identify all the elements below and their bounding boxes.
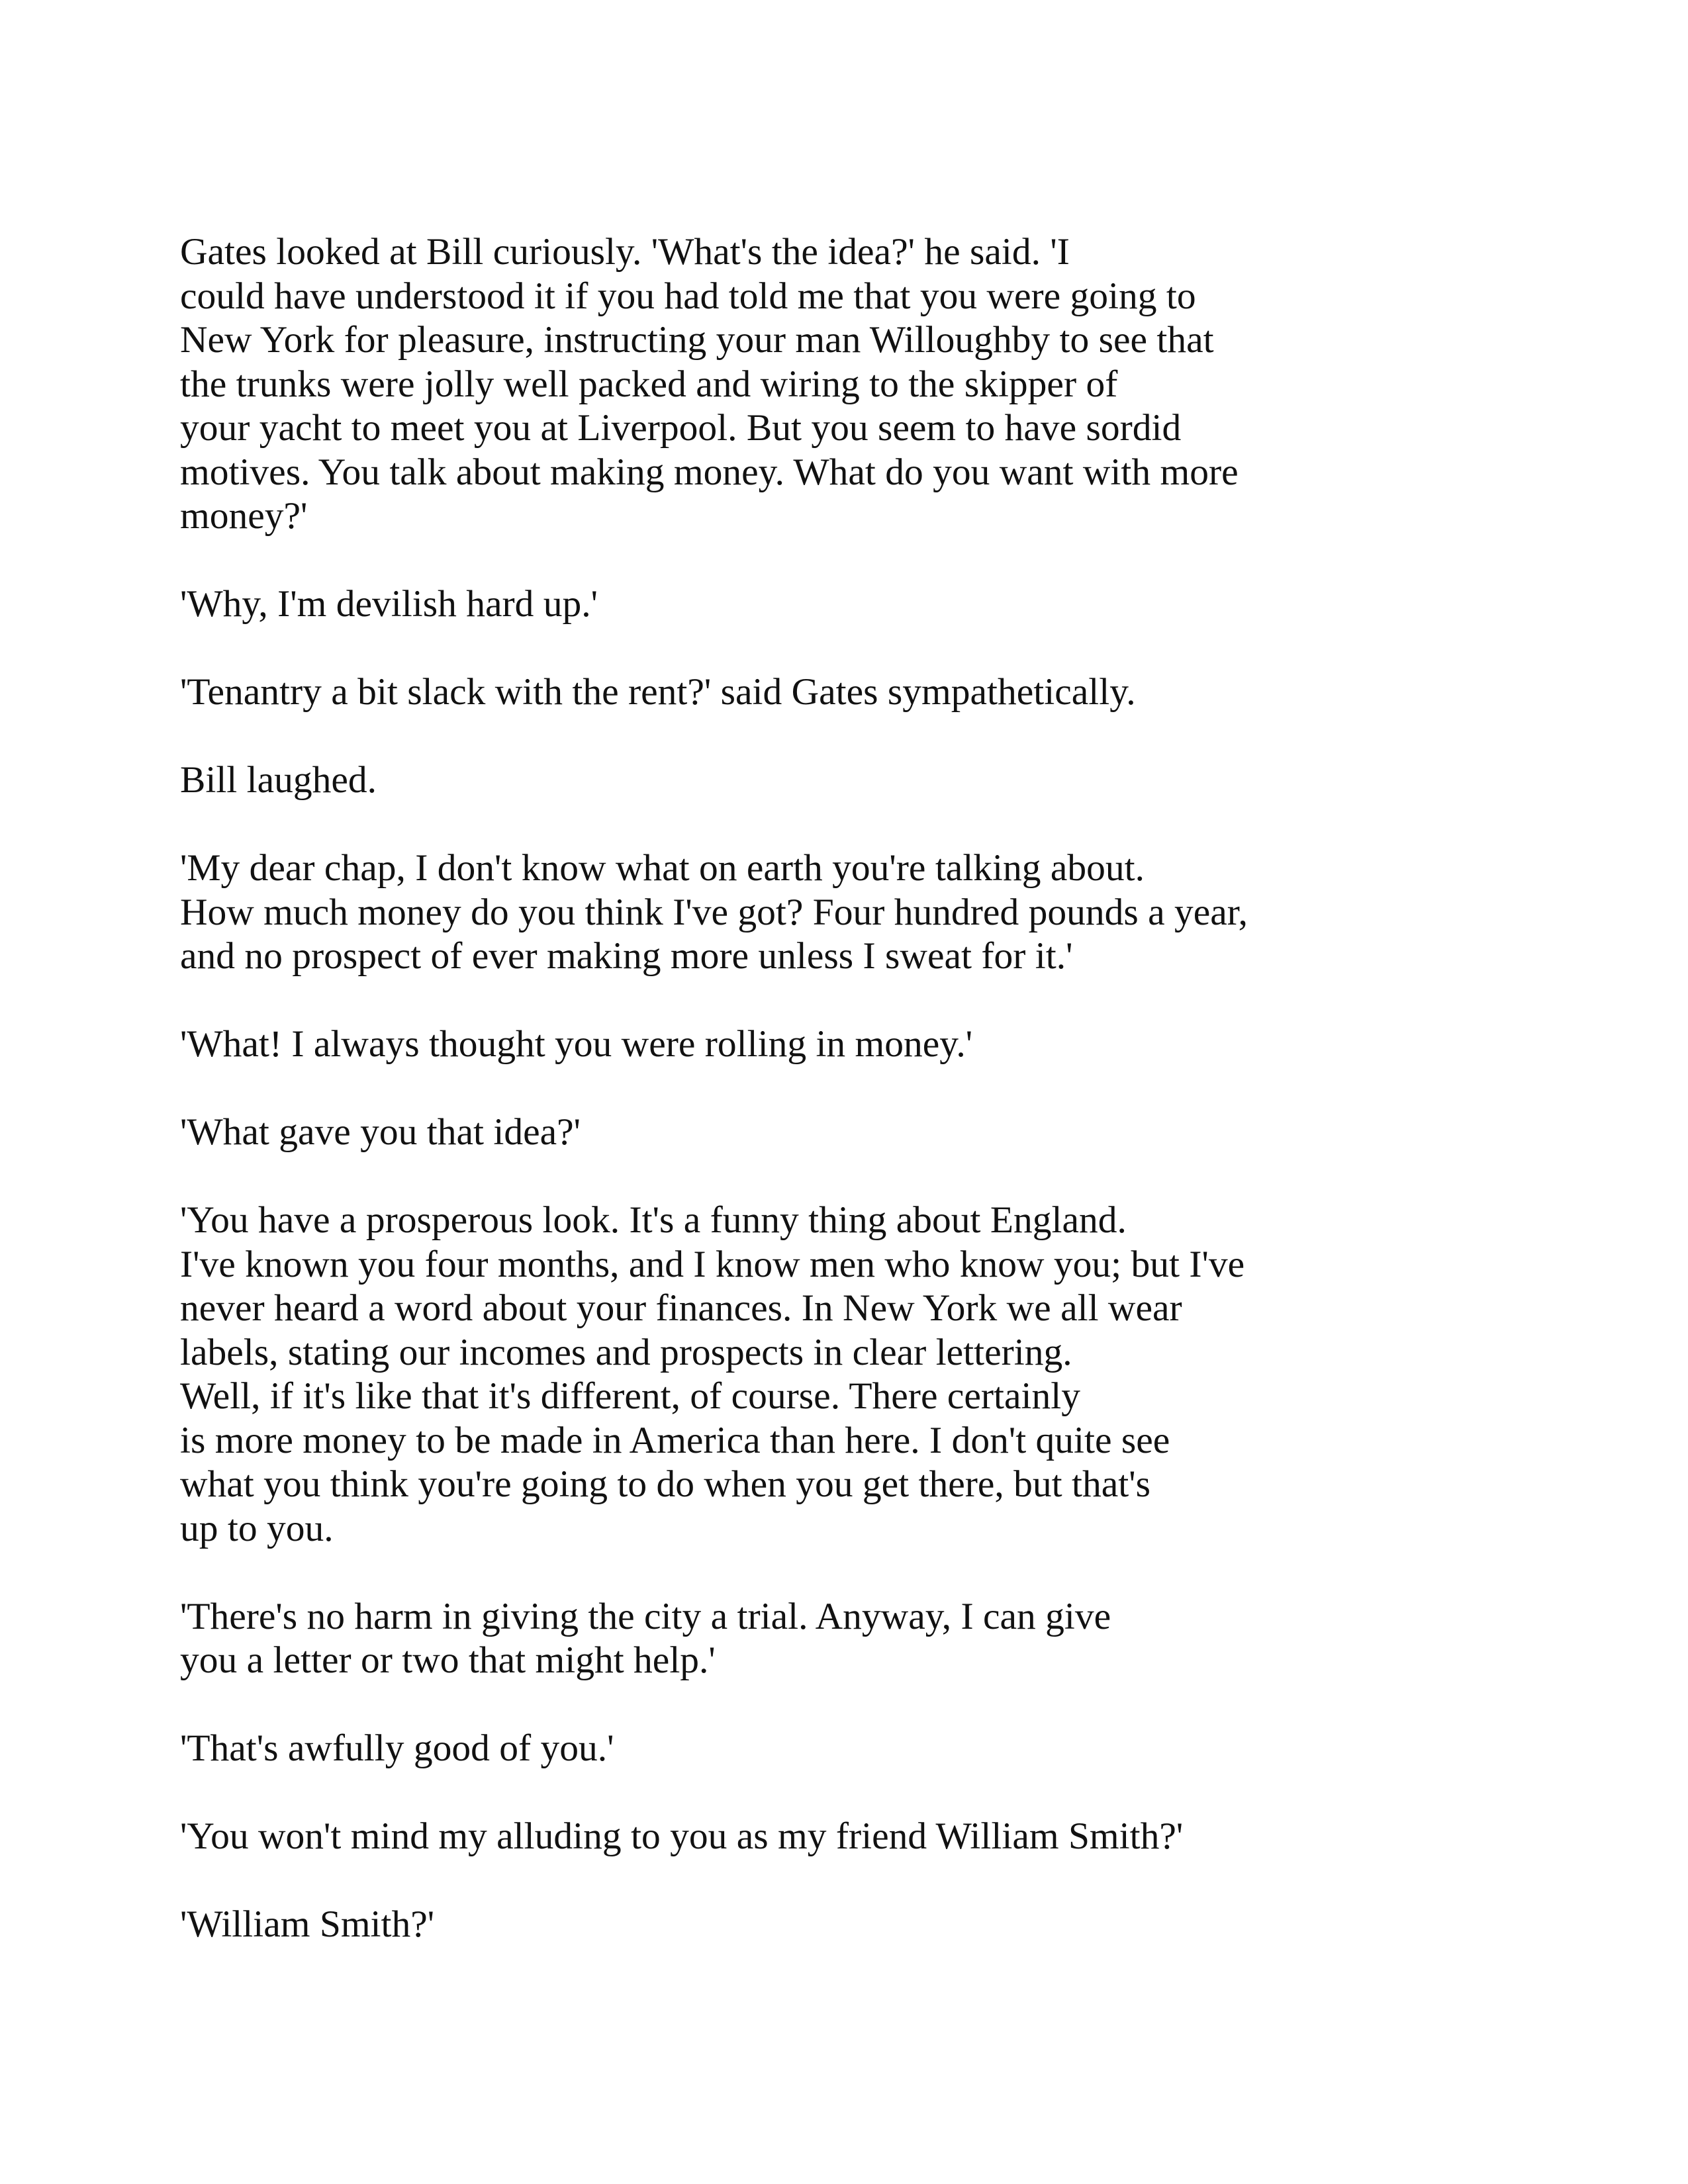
text-line: 'You have a prosperous look. It's a funny thing about England. xyxy=(180,1199,1127,1241)
text-line: motives. You talk about making money. What do you want with more xyxy=(180,451,1239,493)
text-line: How much money do you think I've got? Four hundred pounds a year, xyxy=(180,891,1248,933)
text-line: Well, if it's like that it's different, of course. There certainly xyxy=(180,1375,1080,1417)
text-line: your yacht to meet you at Liverpool. But you seem to have sordid xyxy=(180,407,1182,449)
paragraph xyxy=(180,230,1537,539)
text-line: Gates looked at Bill curiously. 'What's the idea?' he said. 'I xyxy=(180,231,1070,273)
paragraph xyxy=(180,1595,1537,1683)
text-line: never heard a word about your finances. In New York we all wear xyxy=(180,1287,1182,1329)
text-line: 'That's awfully good of you.' xyxy=(180,1727,614,1769)
text-line: Bill laughed. xyxy=(180,759,377,801)
text-line: 'Why, I'm devilish hard up.' xyxy=(180,583,598,625)
paragraph xyxy=(180,670,1537,715)
body-text xyxy=(180,230,1537,1991)
text-line: up to you. xyxy=(180,1507,334,1549)
text-line: 'What! I always thought you were rolling in money.' xyxy=(180,1023,973,1065)
paragraph xyxy=(180,1815,1537,1859)
text-line: could have understood it if you had told me that you were going to xyxy=(180,275,1196,317)
text-line: New York for pleasure, instructing your man Willoughby to see that xyxy=(180,319,1214,361)
paragraph xyxy=(180,1903,1537,1947)
text-line: 'What gave you that idea?' xyxy=(180,1111,581,1153)
text-line: the trunks were jolly well packed and wiring to the skipper of xyxy=(180,363,1118,405)
paragraph xyxy=(180,1023,1537,1067)
text-line: what you think you're going to do when you get there, but that's xyxy=(180,1463,1150,1505)
paragraph xyxy=(180,1727,1537,1771)
text-line: money?' xyxy=(180,495,308,537)
text-line: 'There's no harm in giving the city a trial. Anyway, I can give xyxy=(180,1595,1111,1637)
paragraph xyxy=(180,1199,1537,1551)
paragraph xyxy=(180,582,1537,627)
text-line: 'William Smith?' xyxy=(180,1903,435,1945)
text-line: and no prospect of ever making more unless I sweat for it.' xyxy=(180,935,1073,977)
text-line: is more money to be made in America than here. I don't quite see xyxy=(180,1419,1170,1461)
text-line: 'My dear chap, I don't know what on earth you're talking about. xyxy=(180,847,1145,889)
text-line: you a letter or two that might help.' xyxy=(180,1639,716,1681)
text-line: labels, stating our incomes and prospects in clear lettering. xyxy=(180,1331,1072,1373)
paragraph xyxy=(180,846,1537,979)
paragraph xyxy=(180,758,1537,803)
paragraph xyxy=(180,1111,1537,1155)
text-line: 'Tenantry a bit slack with the rent?' said Gates sympathetically. xyxy=(180,671,1136,713)
text-line: 'You won't mind my alluding to you as my friend William Smith?' xyxy=(180,1815,1184,1857)
text-line: I've known you four months, and I know men who know you; but I've xyxy=(180,1243,1245,1285)
